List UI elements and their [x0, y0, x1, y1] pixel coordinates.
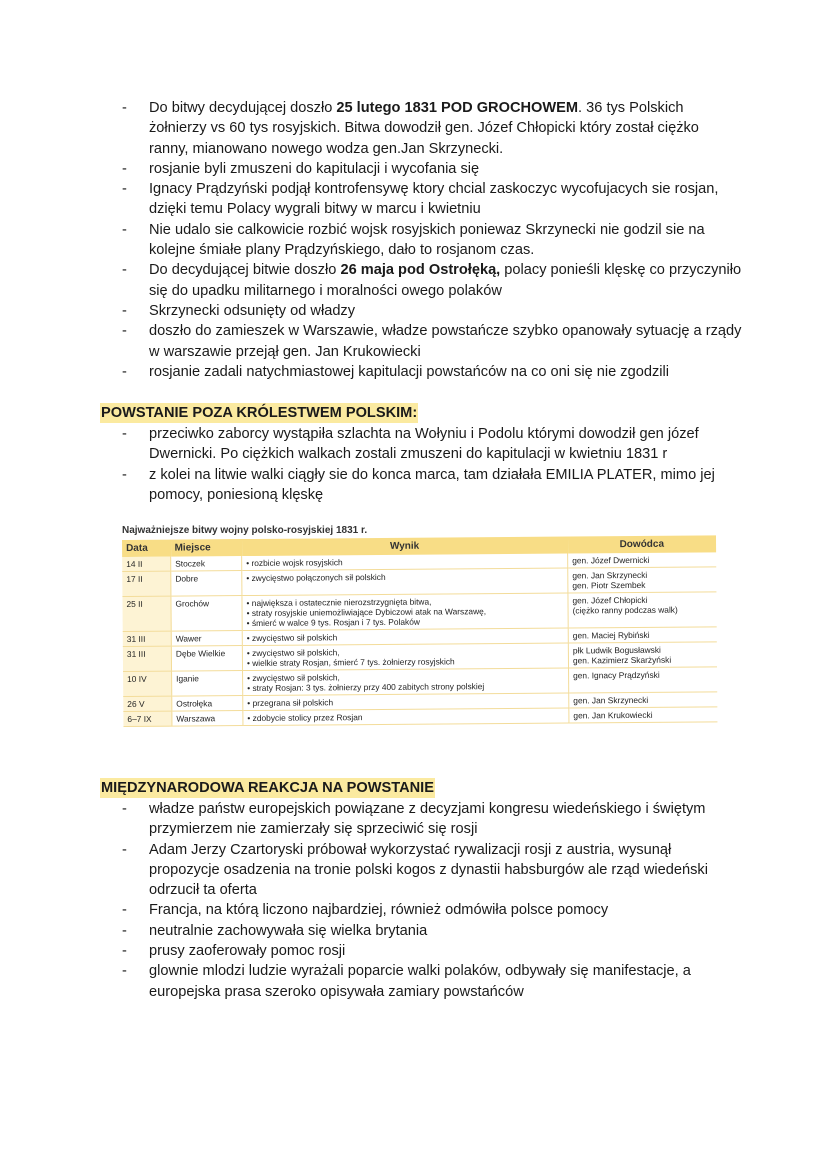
list-item [122, 301, 742, 321]
list-item [122, 900, 742, 920]
battles-table-figure [118, 522, 716, 754]
text: Nie udalo sie calkowicie rozbić wojsk rosyjskich poniewaz Skrzynecki nie godzil sie na kolejne śmiałe plany Prądzyńskiego, dało to rosjanom czas. [149, 221, 705, 259]
text: Francja, na którą liczono najbardziej, również odmówiła polsce pomocy [149, 902, 609, 919]
cell-place: Dobre [171, 571, 242, 597]
cell-date: 31 III [123, 631, 172, 646]
header-date: Data [122, 540, 171, 557]
result-line: • śmierć w walce 9 tys. Rosjan i 7 tys. Polaków [246, 616, 420, 629]
cell-place: Dębe Wielkie [171, 646, 242, 672]
commander-line: gen. Kazimierz Skarżyński [572, 654, 672, 666]
cell-date: 14 II [122, 557, 171, 572]
cell-result [243, 708, 569, 726]
list-item [122, 260, 742, 301]
header-result: Wynik [241, 537, 567, 557]
commander-line: gen. Jan Skrzynecki [572, 569, 648, 581]
text: prusy zaoferowały pomoc rosji [149, 943, 346, 960]
cell-commander [569, 667, 718, 693]
battles-table [122, 535, 717, 727]
cell-place: Grochów [171, 596, 242, 632]
commander-line: gen. Ignacy Prądzyński [573, 669, 660, 681]
commander-line: gen. Jan Skrzynecki [573, 694, 649, 706]
list-item [122, 799, 742, 840]
text: . 36 tys Polskich żołnierzy vs 60 tys rosyjskich. Bitwa dowodził gen. Józef Chłopicki który został ciężko ranny, mianowano nowego wodza gen.Jan Skrzynecki. [149, 100, 699, 157]
text: rosjanie zadali natychmiastowej kapitulacji powstańców na co oni się nie zgodzili [149, 363, 669, 380]
international-reaction-list [122, 799, 742, 1002]
list-item [122, 321, 742, 362]
cell-place: Stoczek [171, 556, 242, 571]
cell-commander [568, 567, 717, 593]
commander-line: gen. Piotr Szembek [572, 579, 646, 591]
text: doszło do zamieszek w Warszawie, władze powstańcze szybko opanowały sytuację a rządy w warszawie przejął gen. Jan Krukowiecki [149, 323, 742, 360]
list-item [122, 98, 742, 159]
text: polacy ponieśli klęskę co przyczyniło się do upadku militarnego i moralności owego polaków [149, 262, 742, 299]
result-line: • straty rosyjskie uniemożliwiające Dybiczowi atak na Warszawę, [246, 606, 487, 619]
cell-commander [569, 707, 718, 723]
commander-line: gen. Józef Dwernicki [572, 554, 650, 566]
text: Skrzynecki odsunięty od władzy [149, 302, 356, 319]
list-item [122, 840, 742, 901]
bold-text: 25 lutego 1831 POD GROCHOWEM [336, 100, 579, 116]
cell-place: Iganie [172, 671, 243, 697]
cell-place: Warszawa [172, 711, 243, 727]
result-line: • zwycięstwo sił polskich, [247, 672, 340, 684]
result-line: • zwycięstwo sił polskich [246, 632, 338, 644]
battle-events-list [122, 98, 742, 382]
commander-line: gen. Józef Chłopicki [572, 594, 648, 606]
text: neutralnie zachowywała się wielka brytania [149, 922, 428, 939]
list-item [122, 465, 742, 506]
commander-line: płk Ludwik Bogusławski [572, 644, 661, 656]
text: Ignacy Prądzyński podjął kontrofensywę ktory chcial zaskoczyc wycofujacych sie rosjan, dzięki temu Polacy wygrali bitwy w marcu i kwietniu [149, 181, 719, 218]
cell-commander [568, 642, 717, 668]
cell-result [242, 593, 568, 631]
cell-commander [568, 552, 717, 568]
section-heading-outside-kingdom: POWSTANIE POZA KRÓLESTWEM POLSKIM: [101, 405, 418, 421]
cell-result [242, 568, 568, 596]
text: z kolei na litwie walki ciągły sie do konca marca, tam działała EMILIA PLATER, mimo jej pomocy, poniesioną klęskę [149, 466, 715, 503]
cell-place: Wawer [171, 631, 242, 647]
outside-kingdom-list [122, 424, 742, 505]
result-line: • rozbicie wojsk rosyjskich [246, 557, 343, 569]
cell-date: 6–7 IX [123, 711, 172, 726]
list-item [122, 921, 742, 941]
text: Do bitwy decydującej doszło [149, 100, 337, 116]
bold-text: 26 maja pod Ostrołęką, [340, 262, 501, 279]
cell-commander [568, 627, 717, 643]
cell-place: Ostrołęka [172, 696, 243, 712]
text: glownie mlodzi ludzie wyrażali poparcie walki polaków, odbywały się manifestacje, a europejska prasa szeroko opisywała zamiary powstańców [149, 963, 691, 1000]
text: przeciwko zaborcy wystąpiła szlachta na Wołyniu i Podolu którymi dowodził gen józef Dwernicki. Po ciężkich walkach zostali zmuszeni do kapitulacji w kwietniu 1831 r [149, 426, 699, 463]
header-commander: Dowódca [567, 535, 716, 553]
text: rosjanie byli zmuszeni do kapitulacji i wycofania się [149, 160, 480, 177]
result-line: • zdobycie stolicy przez Rosjan [247, 712, 363, 724]
table-title: Najważniejsze bitwy wojny polsko-rosyjskiej 1831 r. [122, 525, 368, 536]
cell-result [242, 643, 568, 671]
commander-line: gen. Maciej Rybiński [572, 629, 650, 641]
header-place: Miejsce [170, 539, 241, 557]
text: Do decydującej bitwie doszło [149, 262, 341, 279]
cell-result [243, 668, 569, 696]
list-item [122, 941, 742, 961]
result-line: • zwycięstwo połączonych sił polskich [246, 571, 386, 584]
list-item [122, 362, 742, 382]
result-line: • straty Rosjan: 3 tys. żołnierzy przy 400 zabitych strony polskiej [247, 681, 485, 694]
cell-date: 25 II [122, 596, 171, 631]
list-item [122, 961, 742, 1002]
cell-date: 10 IV [123, 671, 172, 696]
table-row [122, 592, 716, 632]
cell-commander [569, 692, 718, 708]
list-item [122, 179, 742, 220]
commander-line: (ciężko ranny podczas walk) [572, 604, 678, 616]
text: Adam Jerzy Czartoryski próbował wykorzystać rywalizacji rosji z austria, wysunął propozycje osadzenia na tronie polski kogos z dynastii habsburgów ale rząd wiedeński odrzucił ta oferta [149, 841, 708, 899]
result-line: • zwycięstwo sił polskich, [246, 647, 340, 659]
result-line: • wielkie straty Rosjan, śmierć 7 tys. żołnierzy rosyjskich [246, 656, 455, 669]
list-item [122, 220, 742, 261]
result-line: • największa i ostatecznie nierozstrzygnięta bitwa, [246, 596, 432, 609]
result-line: • przegrana sił polskich [247, 697, 334, 709]
list-item [122, 159, 742, 179]
text: władze państw europejskich powiązane z decyzjami kongresu wiedeńskiego i świętym przymierzem nie zamierzały się sprzeciwić się rosji [149, 801, 706, 838]
commander-line: gen. Jan Krukowiecki [573, 709, 653, 721]
cell-date: 31 III [123, 646, 172, 671]
cell-date: 26 V [123, 696, 172, 711]
list-item [122, 424, 742, 465]
cell-date: 17 II [122, 571, 171, 596]
cell-commander [568, 592, 717, 628]
section-heading-international: MIĘDZYNARODOWA REAKCJA NA POWSTANIE [101, 780, 434, 796]
